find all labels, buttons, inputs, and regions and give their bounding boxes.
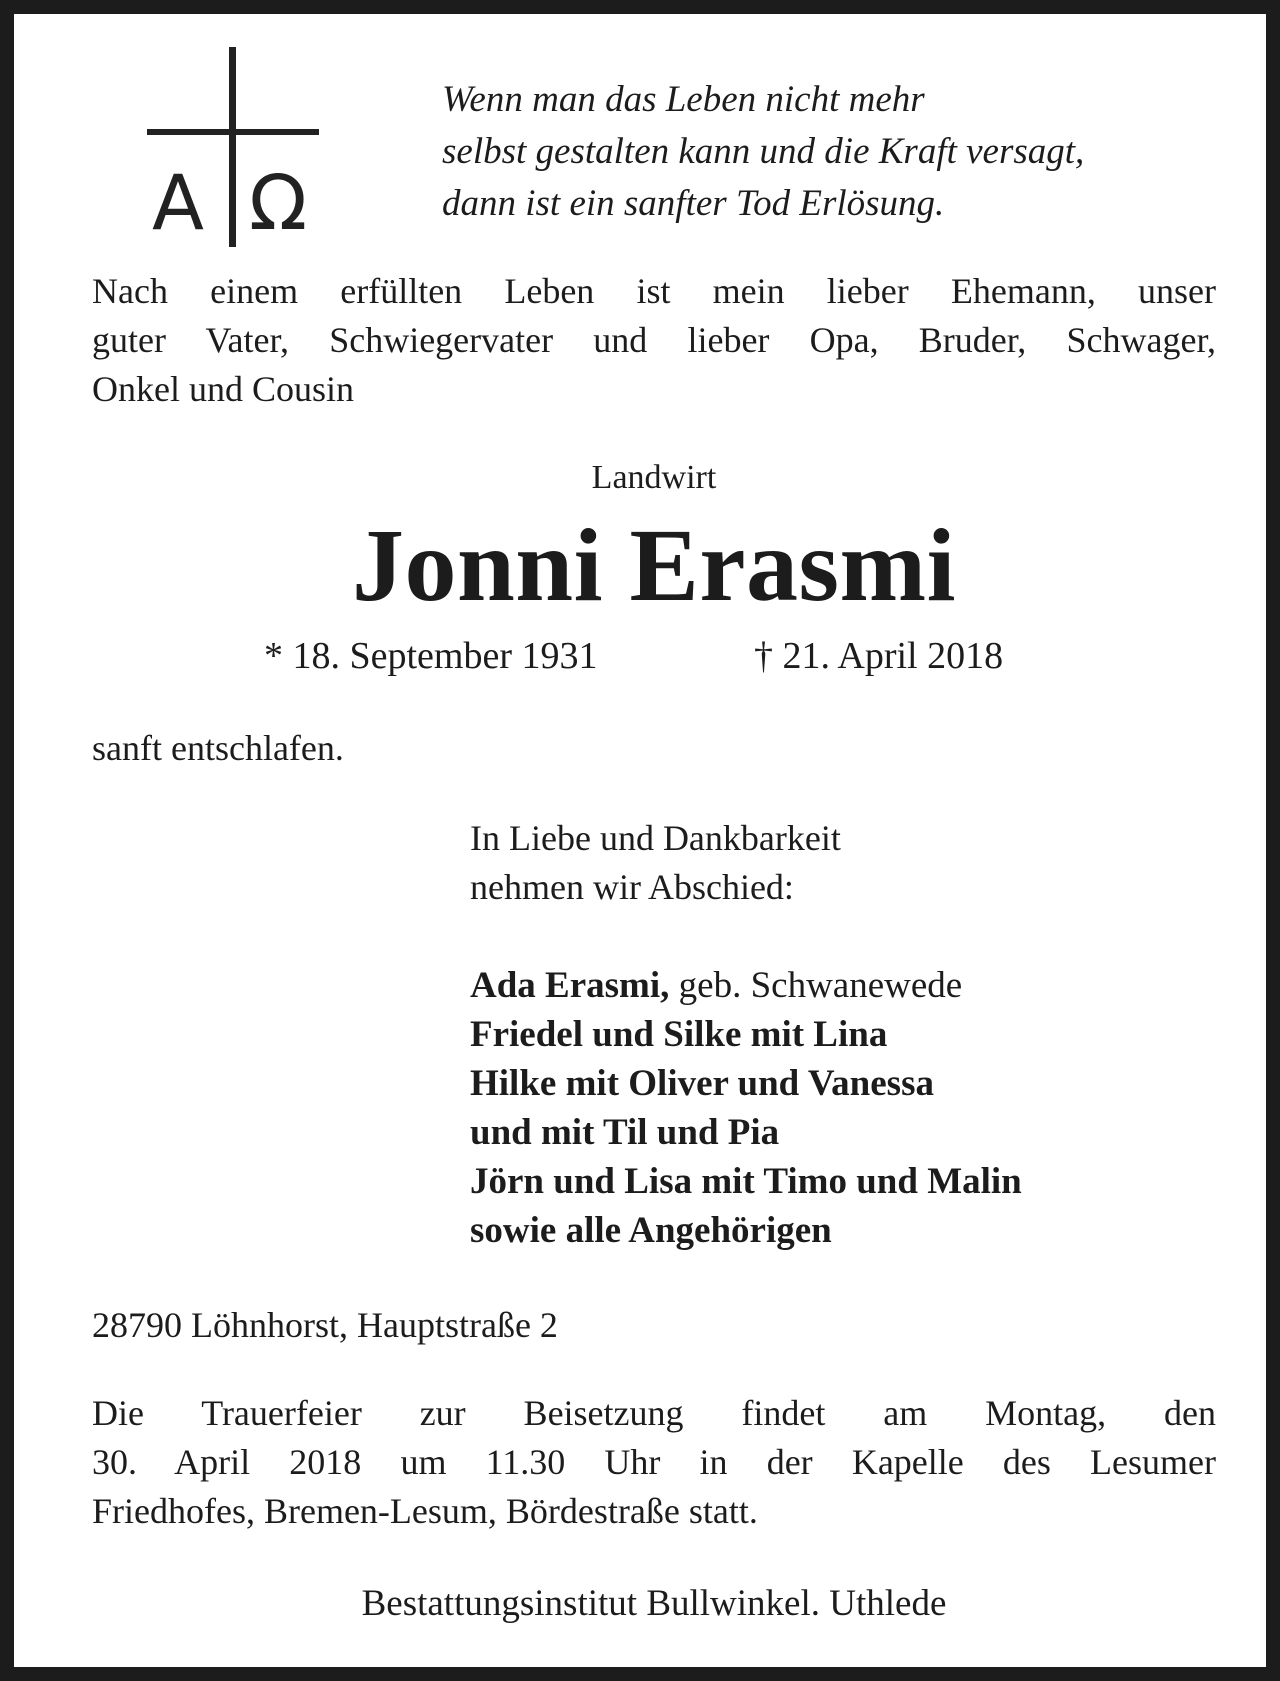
family-line: Jörn und Lisa mit Timo und Malin — [470, 1161, 1022, 1202]
deceased-name: Jonni Erasmi — [351, 508, 957, 623]
family-list — [470, 961, 1022, 1255]
intro-paragraph — [92, 267, 1216, 414]
widow-maiden-name: geb. Schwanewede — [669, 965, 963, 1006]
birth-date: * 18. September 1931 — [264, 635, 598, 677]
ceremony-paragraph — [92, 1389, 1216, 1536]
quote-line: selbst gestalten kann und die Kraft versagt, — [442, 131, 1085, 172]
widow-name: Ada Erasmi, — [470, 965, 670, 1006]
ceremony-line: Die Trauerfeier zur Beisetzung findet am Montag, den — [92, 1393, 1216, 1433]
alpha-icon: Α — [152, 158, 204, 247]
cross-icon — [229, 47, 236, 247]
farewell-text — [470, 814, 841, 912]
quote-line: Wenn man das Leben nicht mehr — [442, 79, 925, 120]
family-line: sowie alle Angehörigen — [470, 1210, 832, 1251]
farewell-line: nehmen wir Abschied: — [470, 867, 794, 907]
quote-line: dann ist ein sanfter Tod Erlösung. — [442, 183, 945, 224]
intro-line: Nach einem erfüllten Leben ist mein lieber Ehemann, unser — [92, 271, 1216, 311]
farewell-line: In Liebe und Dankbarkeit — [470, 818, 841, 858]
occupation: Landwirt — [591, 459, 717, 496]
family-line: Friedel und Silke mit Lina — [470, 1014, 888, 1055]
family-line: und mit Til und Pia — [470, 1112, 780, 1153]
closing-text: sanft entschlafen. — [92, 728, 344, 768]
ceremony-line: Friedhofes, Bremen-Lesum, Bördestraße statt. — [92, 1491, 758, 1531]
family-line: Hilke mit Oliver und Vanessa — [470, 1063, 934, 1104]
cross-bar — [147, 129, 319, 135]
intro-line: guter Vater, Schwiegervater und lieber Opa, Bruder, Schwager, — [92, 320, 1216, 360]
family-line — [470, 961, 1022, 1010]
ceremony-line: 30. April 2018 um 11.30 Uhr in der Kapelle des Lesumer — [92, 1442, 1216, 1482]
cross-alpha-omega-symbol — [144, 47, 324, 247]
omega-icon: Ω — [249, 158, 308, 247]
undertaker: Bestattungsinstitut Bullwinkel. Uthlede — [361, 1583, 947, 1624]
quote — [442, 74, 1222, 230]
address: 28790 Löhnhorst, Hauptstraße 2 — [92, 1305, 558, 1345]
intro-line: Onkel und Cousin — [92, 369, 355, 409]
death-date: † 21. April 2018 — [754, 635, 1004, 677]
